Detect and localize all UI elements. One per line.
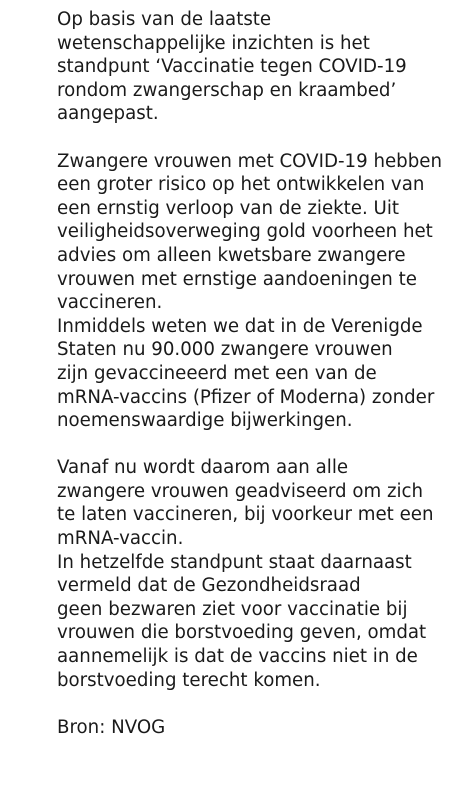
message-line: aangepast. (57, 103, 159, 125)
message-line: mRNA-vaccins (Pfizer of Moderna) zonder (57, 386, 435, 408)
message-line: Inmiddels weten we dat in de Verenigde (57, 315, 423, 337)
message-line: een groter risico op het ontwikkelen van (57, 174, 425, 196)
message-line: Op basis van de laatste (57, 9, 272, 30)
message-line: geen bezwaren ziet voor vaccinatie bij (57, 598, 408, 620)
message-line: vrouwen die borstvoeding geven, omdat (57, 622, 427, 644)
message-line: Zwangere vrouwen met COVID-19 hebben (57, 150, 442, 172)
message-line: borstvoeding terecht komen. (57, 669, 321, 691)
message-line: Staten nu 90.000 zwangere vrouwen (57, 339, 393, 361)
paragraph-gap (57, 433, 462, 457)
message-line: noemenswaardige bijwerkingen. (57, 410, 353, 432)
message-line: standpunt ‘Vaccinatie tegen COVID-19 (57, 56, 407, 78)
message-line: vermeld dat de Gezondheidsraad (57, 575, 361, 597)
message-line: vaccineren. (57, 292, 163, 314)
message-line: aannemelijk is dat de vaccins niet in de (57, 646, 418, 668)
message-line: vrouwen met ernstige aandoeningen te (57, 268, 417, 290)
message-line: zwangere vrouwen geadviseerd om zich (57, 480, 424, 502)
message-body (57, 8, 462, 739)
message-line: mRNA-vaccin. (57, 528, 184, 550)
message-line: veiligheidsoverweging gold voorheen het (57, 221, 433, 243)
message-line: wetenschappelijke inzichten is het (57, 32, 370, 54)
message-line: advies om alleen kwetsbare zwangere (57, 244, 406, 266)
message-line: rondom zwangerschap en kraambed’ (57, 79, 397, 101)
message-line: een ernstig verloop van de ziekte. Uit (57, 197, 400, 219)
paragraph-gap (57, 692, 462, 716)
message-line: Vanaf nu wordt daarom aan alle (57, 457, 349, 479)
message-line: In hetzelfde standpunt staat daarnaast (57, 551, 412, 573)
message-line: zijn gevaccineeerd met een van de (57, 362, 377, 384)
message-line: te laten vaccineren, bij voorkeur met een (57, 504, 434, 526)
paragraph-gap (57, 126, 462, 150)
source-credit: Bron: NVOG (57, 716, 166, 738)
